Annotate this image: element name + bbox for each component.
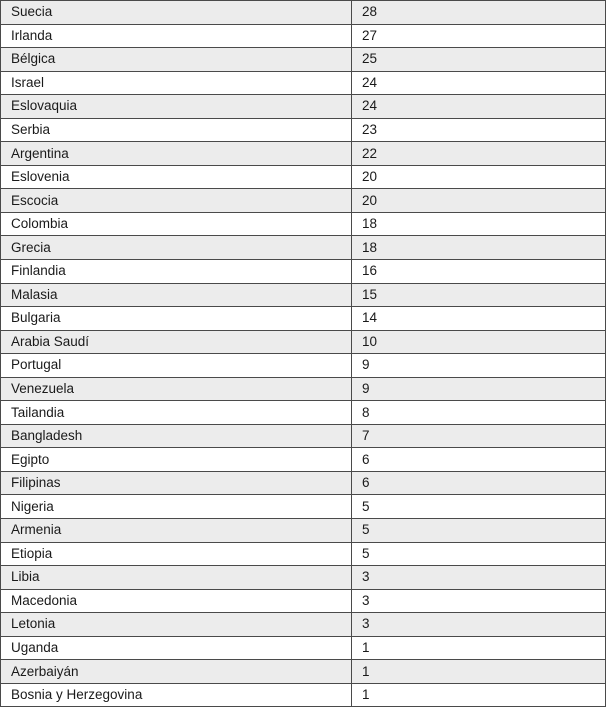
country-cell: Filipinas: [1, 471, 352, 495]
table-row: [1, 377, 606, 401]
country-cell: Finlandia: [1, 260, 352, 284]
table-row: [1, 236, 606, 260]
value-cell: 5: [352, 495, 606, 519]
table-row: [1, 495, 606, 519]
table-row: [1, 519, 606, 543]
country-cell: Serbia: [1, 118, 352, 142]
table-row: [1, 260, 606, 284]
country-cell: Portugal: [1, 354, 352, 378]
country-cell: Bélgica: [1, 48, 352, 72]
country-cell: Bosnia y Herzegovina: [1, 683, 352, 707]
country-cell: Bangladesh: [1, 424, 352, 448]
table-row: [1, 589, 606, 613]
table-row: [1, 660, 606, 684]
table-row: [1, 24, 606, 48]
table-row: [1, 448, 606, 472]
table-row: [1, 401, 606, 425]
value-cell: 27: [352, 24, 606, 48]
value-cell: 1: [352, 636, 606, 660]
table-row: [1, 307, 606, 331]
table-row: [1, 354, 606, 378]
country-cell: Eslovenia: [1, 165, 352, 189]
country-cell: Libia: [1, 566, 352, 590]
country-cell: Argentina: [1, 142, 352, 166]
value-cell: 24: [352, 71, 606, 95]
country-cell: Macedonia: [1, 589, 352, 613]
country-cell: Israel: [1, 71, 352, 95]
country-cell: Nigeria: [1, 495, 352, 519]
country-cell: Irlanda: [1, 24, 352, 48]
value-cell: 20: [352, 165, 606, 189]
country-cell: Letonia: [1, 613, 352, 637]
country-cell: Malasia: [1, 283, 352, 307]
country-cell: Escocia: [1, 189, 352, 213]
value-cell: 14: [352, 307, 606, 331]
country-cell: Uganda: [1, 636, 352, 660]
table-row: [1, 71, 606, 95]
value-cell: 6: [352, 471, 606, 495]
country-cell: Eslovaquia: [1, 95, 352, 119]
country-cell: Colombia: [1, 212, 352, 236]
value-cell: 10: [352, 330, 606, 354]
table-row: [1, 189, 606, 213]
table-row: [1, 566, 606, 590]
table-body: [1, 1, 606, 707]
value-cell: 3: [352, 613, 606, 637]
value-cell: 5: [352, 519, 606, 543]
value-cell: 1: [352, 683, 606, 707]
table-row: [1, 1, 606, 25]
value-cell: 16: [352, 260, 606, 284]
table-row: [1, 283, 606, 307]
value-cell: 28: [352, 1, 606, 25]
country-cell: Tailandia: [1, 401, 352, 425]
value-cell: 18: [352, 236, 606, 260]
table-row: [1, 165, 606, 189]
country-cell: Venezuela: [1, 377, 352, 401]
table-row: [1, 330, 606, 354]
value-cell: 24: [352, 95, 606, 119]
country-cell: Bulgaria: [1, 307, 352, 331]
table-row: [1, 471, 606, 495]
country-cell: Egipto: [1, 448, 352, 472]
value-cell: 9: [352, 377, 606, 401]
table-row: [1, 636, 606, 660]
value-cell: 3: [352, 589, 606, 613]
table-row: [1, 48, 606, 72]
value-cell: 8: [352, 401, 606, 425]
value-cell: 7: [352, 424, 606, 448]
country-cell: Azerbaiyán: [1, 660, 352, 684]
value-cell: 18: [352, 212, 606, 236]
value-cell: 20: [352, 189, 606, 213]
table-row: [1, 142, 606, 166]
table-row: [1, 95, 606, 119]
value-cell: 5: [352, 542, 606, 566]
table-row: [1, 118, 606, 142]
table-row: [1, 212, 606, 236]
value-cell: 6: [352, 448, 606, 472]
country-cell: Grecia: [1, 236, 352, 260]
table-row: [1, 683, 606, 707]
value-cell: 25: [352, 48, 606, 72]
value-cell: 23: [352, 118, 606, 142]
table-row: [1, 613, 606, 637]
table-row: [1, 424, 606, 448]
table-row: [1, 542, 606, 566]
value-cell: 1: [352, 660, 606, 684]
country-cell: Arabia Saudí: [1, 330, 352, 354]
value-cell: 3: [352, 566, 606, 590]
value-cell: 15: [352, 283, 606, 307]
country-cell: Etiopia: [1, 542, 352, 566]
value-cell: 22: [352, 142, 606, 166]
country-cell: Armenia: [1, 519, 352, 543]
value-cell: 9: [352, 354, 606, 378]
country-cell: Suecia: [1, 1, 352, 25]
